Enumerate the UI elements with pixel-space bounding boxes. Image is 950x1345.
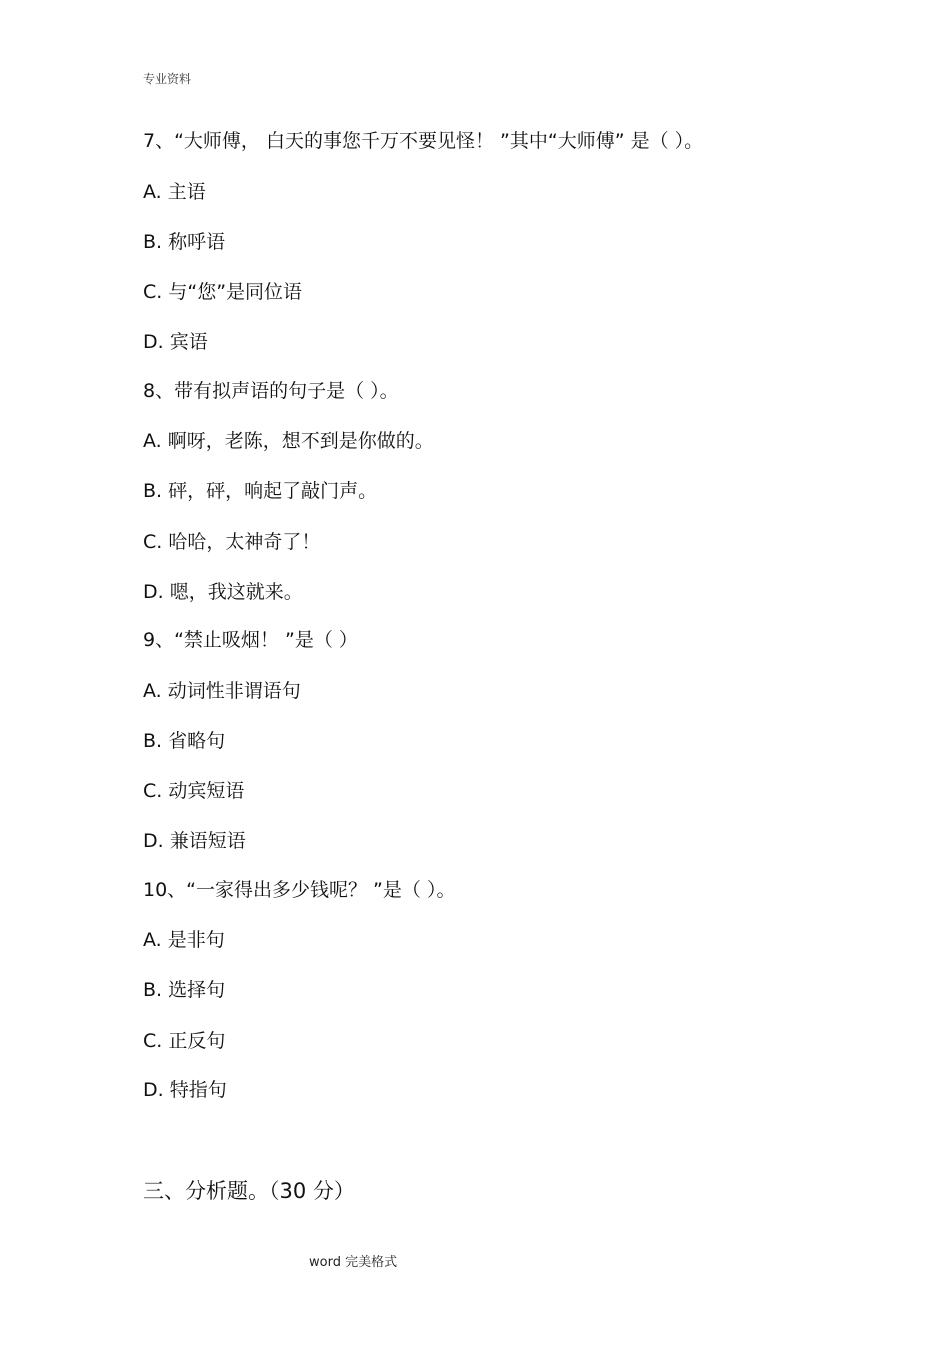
- question-8-option-a: A. 啊呀，老陈，想不到是你做的。: [143, 430, 434, 452]
- page-footer: word 完美格式: [309, 1255, 398, 1270]
- question-10-option-d: D. 特指句: [143, 1079, 227, 1101]
- question-8-stem: 8、带有拟声语的句子是（ ）。: [143, 380, 399, 402]
- question-10-option-a: A. 是非句: [143, 929, 225, 951]
- page-header: 专业资料: [143, 72, 192, 86]
- question-7-option-c: C. 与“您”是同位语: [143, 281, 303, 303]
- question-9-stem: 9、“禁止吸烟！ ”是（ ）: [143, 629, 358, 651]
- question-8-option-b: B. 砰，砰，响起了敲门声。: [143, 480, 378, 502]
- question-9-option-a: A. 动词性非谓语句: [143, 680, 301, 702]
- question-9-option-c: C. 动宾短语: [143, 780, 245, 802]
- question-7-option-b: B. 称呼语: [143, 231, 226, 253]
- question-7-option-a: A. 主语: [143, 181, 206, 203]
- question-10-stem: 10、“一家得出多少钱呢？ ”是（ ）。: [143, 879, 456, 901]
- section-title: 三、分析题。（30 分）: [143, 1179, 355, 1203]
- question-10-option-c: C. 正反句: [143, 1030, 226, 1052]
- question-9-option-d: D. 兼语短语: [143, 830, 246, 852]
- question-7-stem: 7、“大师傅， 白天的事您千万不要见怪！ ”其中“大师傅” 是（ ）。: [143, 130, 704, 152]
- question-8-option-d: D. 嗯，我这就来。: [143, 581, 303, 603]
- question-7-option-d: D. 宾语: [143, 331, 208, 353]
- question-9-option-b: B. 省略句: [143, 730, 226, 752]
- question-8-option-c: C. 哈哈，太神奇了！: [143, 531, 321, 553]
- question-10-option-b: B. 选择句: [143, 979, 226, 1001]
